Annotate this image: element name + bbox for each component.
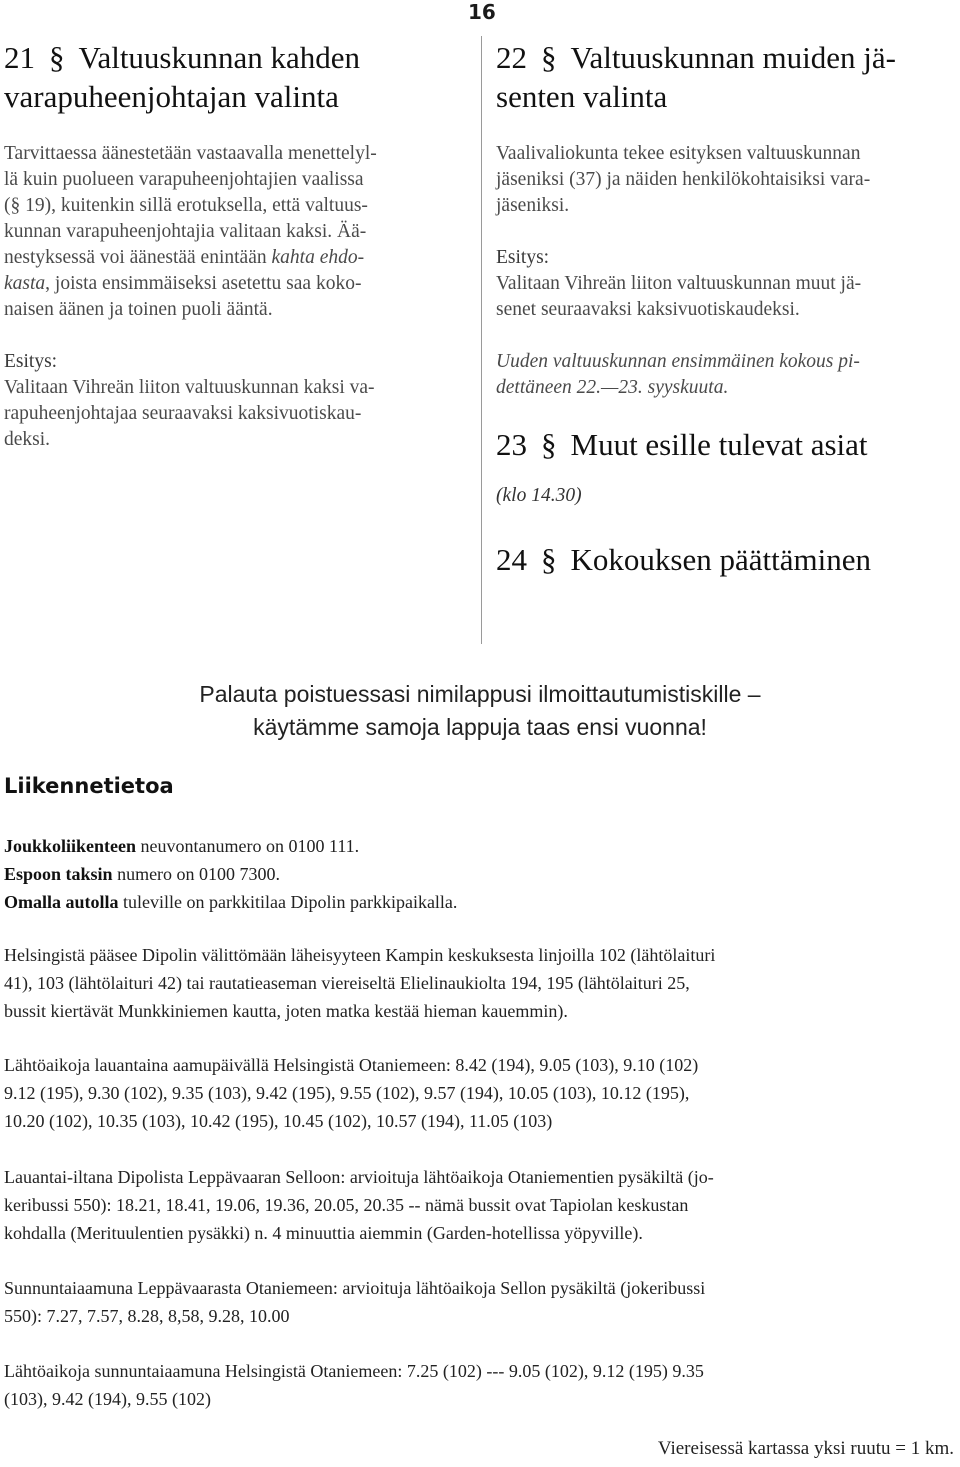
text-line: Lauantai-iltana Dipolista Leppävaaran Selloon: arvioituja lähtöaikoja Otaniementien pysäkiltä (jo- (4, 1167, 714, 1187)
section-23-number: 23 (496, 427, 527, 462)
section-21-proposal (4, 375, 466, 453)
section-sign: § (541, 427, 557, 462)
text-line: 10.20 (102), 10.35 (103), 10.42 (195), 10.45 (102), 10.57 (194), 11.05 (103) (4, 1111, 553, 1131)
proposal-line: senet seuraavaksi kaksivuotiskaudeksi. (496, 299, 800, 320)
section-21-paragraph (4, 141, 466, 323)
left-column (4, 36, 466, 453)
contact-bold: Joukkoliikenteen (4, 836, 137, 856)
text-line: bussit kiertävät Munkkiniemen kautta, joten matka kestää hieman kauemmin). (4, 1001, 568, 1021)
text-line: (103), 9.42 (194), 9.55 (102) (4, 1389, 211, 1409)
map-scale-note: Viereisessä kartassa yksi ruutu = 1 km. (657, 1438, 954, 1459)
section-sign: § (541, 40, 557, 75)
contact-text: tuleville on parkkitilaa Dipolin parkkipaikalla. (118, 892, 458, 912)
esitys-label: Esitys: (4, 351, 58, 372)
section-23-heading (496, 425, 956, 464)
section-24-number: 24 (496, 542, 527, 577)
meeting-note-line: dettäneen 22.—23. syyskuuta. (496, 377, 729, 398)
saturday-evening-departures (4, 1163, 959, 1247)
paragraph-line: kasta, joista ensimmäiseksi asetettu saa koko- (4, 273, 362, 294)
helsinki-routes (4, 941, 959, 1025)
text-line: kohdalla (Merituulentien pysäkki) n. 4 minuuttia aiemmin (Garden-hotellissa yöpyville). (4, 1223, 643, 1243)
text-line: 9.12 (195), 9.30 (102), 9.35 (103), 9.42 (195), 9.55 (102), 9.57 (194), 10.05 (103), 10.12 (195), (4, 1083, 690, 1103)
column-divider (481, 36, 482, 644)
section-21-title-line2: varapuheenjohtajan valinta (4, 79, 339, 114)
notice-line2: käytämme samoja lappuja taas ensi vuonna! (253, 714, 707, 740)
text-line: Lähtöaikoja lauantaina aamupäivällä Helsingistä Otaniemeen: 8.42 (194), 9.05 (103), 9.10 (102) (4, 1055, 699, 1075)
section-22-title-line2: senten valinta (496, 79, 668, 114)
contact-text: neuvontanumero on 0100 111. (136, 836, 360, 856)
paragraph-line: lä kuin puolueen varapuheenjohtajien vaalissa (4, 169, 364, 190)
paragraph-line: Tarvittaessa äänestetään vastaavalla menettelyl- (4, 143, 377, 164)
sunday-helsinki-departures (4, 1357, 959, 1413)
meeting-note (496, 349, 956, 401)
right-column (496, 36, 956, 579)
paragraph-line: Vaalivaliokunta tekee esityksen valtuuskunnan (496, 143, 861, 164)
contact-bold: Omalla autolla (4, 892, 119, 912)
contact-text: numero on 0100 7300. (112, 864, 281, 884)
notice-line1: Palauta poistuessasi nimilappusi ilmoittautumistiskille – (199, 681, 761, 707)
proposal-line: Valitaan Vihreän liiton valtuuskunnan kaksi va- (4, 377, 375, 398)
paragraph-line: naisen äänen ja toinen puoli ääntä. (4, 299, 273, 320)
section-22-number: 22 (496, 40, 527, 75)
traffic-contacts (4, 832, 959, 916)
section-22-heading (496, 38, 956, 116)
section-24-title: Kokouksen päättäminen (570, 542, 871, 577)
section-23-title: Muut esille tulevat asiat (570, 427, 868, 462)
paragraph-line: jäseniksi. (496, 195, 570, 216)
proposal-line: deksi. (4, 429, 51, 450)
meeting-note-line: Uuden valtuuskunnan ensimmäinen kokous pi- (496, 351, 860, 372)
traffic-info-title: Liikennetietoa (4, 774, 174, 798)
section-24-heading (496, 540, 956, 579)
esitys-label: Esitys: (496, 247, 550, 268)
paragraph-line: nestyksessä voi äänestää enintään kahta ehdo- (4, 247, 365, 268)
page-number: 16 (468, 0, 496, 24)
contact-line (4, 860, 959, 888)
contact-line (4, 888, 959, 916)
emphasis: kasta (4, 273, 46, 294)
text-line: 550): 7.27, 7.57, 8.28, 8,58, 9.28, 10.00 (4, 1306, 290, 1326)
text-line: Sunnuntaiaamuna Leppävaarasta Otaniemeen: arvioituja lähtöaikoja Sellon pysäkiltä (jokeribussi (4, 1278, 706, 1298)
paragraph-line: jäseniksi (37) ja näiden henkilökohtaisiksi vara- (496, 169, 871, 190)
contact-bold: Espoon taksin (4, 864, 113, 884)
paragraph-line: kunnan varapuheenjohtajia valitaan kaksi. Ää- (4, 221, 367, 242)
section-21-heading (4, 38, 466, 116)
section-22-title-line1: Valtuuskunnan muiden jä- (570, 40, 896, 75)
section-sign: § (49, 40, 65, 75)
sunday-leppavaara-departures (4, 1274, 959, 1330)
emphasis: kahta ehdo- (271, 247, 365, 268)
name-tag-notice (100, 678, 860, 744)
section-sign: § (541, 542, 557, 577)
section-21-title-line1: Valtuuskunnan kahden (78, 40, 361, 75)
section-22-paragraph (496, 141, 956, 219)
time-note: (klo 14.30) (496, 485, 582, 506)
paragraph-line: (§ 19), kuitenkin sillä erotuksella, että valtuus- (4, 195, 368, 216)
saturday-departures (4, 1051, 959, 1135)
text-line: Helsingistä pääsee Dipolin välittömään läheisyyteen Kampin keskuksesta linjoilla 102 (lähtölaituri (4, 945, 716, 965)
section-21-number: 21 (4, 40, 35, 75)
proposal-line: rapuheenjohtajaa seuraavaksi kaksivuotiskau- (4, 403, 362, 424)
section-22-proposal (496, 271, 956, 323)
text-line: keribussi 550): 18.21, 18.41, 19.06, 19.36, 20.05, 20.35 -- nämä bussit ovat Tapiolan keskustan (4, 1195, 689, 1215)
text-line: 41), 103 (lähtölaituri 42) tai rautatieaseman viereiseltä Elielinaukiolta 194, 195 (lähtölaituri 25, (4, 973, 690, 993)
proposal-line: Valitaan Vihreän liiton valtuuskunnan muut jä- (496, 273, 862, 294)
text-line: Lähtöaikoja sunnuntaiaamuna Helsingistä Otaniemeen: 7.25 (102) --- 9.05 (102), 9.12 (195) 9.35 (4, 1361, 704, 1381)
contact-line (4, 832, 959, 860)
